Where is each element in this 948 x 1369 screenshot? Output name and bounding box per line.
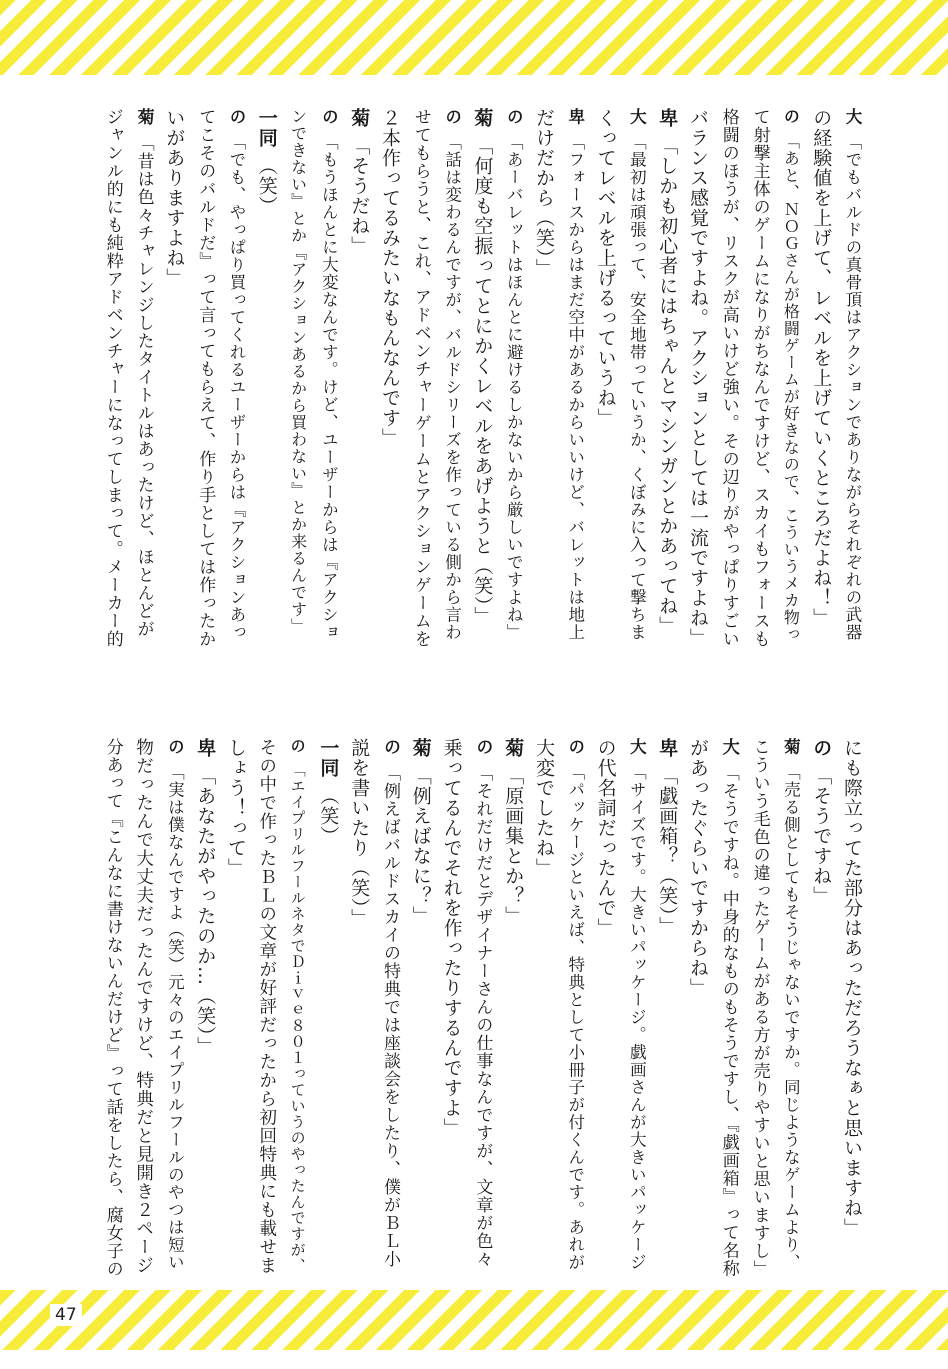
dialogue-text: の代名詞だったんで」: [594, 738, 617, 938]
dialogue-text: 「サイズです。大きいパッケージ。戯画さんが大きいパッケージ: [627, 763, 647, 1271]
dialogue-text: 「そうだね」: [348, 136, 371, 256]
speaker-label: 卑: [656, 108, 679, 128]
text-column: [158, 108, 190, 288]
text-column: [220, 108, 252, 641]
dialogue-text: せてもらうと、これ、アドベンチャーゲームとアクションゲームを: [410, 108, 431, 648]
text-column: [128, 108, 160, 638]
dialogue-text: 「あと、ＮＯＧさんが格闘ゲームが好きなので、こういうメカ物っ: [781, 133, 801, 643]
speaker-label: の: [319, 108, 339, 126]
text-column: [374, 108, 406, 448]
text-column: [343, 738, 375, 929]
text-column: [651, 738, 683, 937]
dialogue-text: 「でもバルドの真骨頂はアクションでありながらそれぞれの武器: [843, 133, 862, 641]
text-column: [312, 738, 344, 846]
dialogue-text: 説を書いたり（笑）」: [348, 738, 371, 929]
dialogue-text: だけだから（笑）」: [533, 108, 555, 279]
dialogue-text: 「パッケージといえば、特典として小冊子が付くんです。あれが: [565, 763, 585, 1271]
speaker-label: 一同: [317, 738, 340, 778]
dialogue-text: 格闘のほうが、リスクが高いけど強い。その辺りがやっぱりすごい: [718, 108, 739, 648]
dialogue-text: の経験値を上げて、レベルを上げていくところだよね！」: [810, 108, 833, 628]
bottom-stripe-banner: [0, 1290, 948, 1350]
dialogue-text: （笑）: [317, 786, 340, 846]
text-column: [620, 108, 652, 641]
dialogue-text: ジャンル的にも純粋アドベンチャーになってしまって。メーカー的: [102, 108, 123, 648]
dialogue-text: ２本作ってるみたいなもんなんです」: [379, 108, 401, 448]
text-column: [220, 738, 252, 878]
dialogue-text: バランス感覚ですよね。アクションとしては一流ですよね」: [687, 108, 709, 648]
dialogue-text: 「昔は色々チャレンジしたタイトルはあったけど、ほとんどが: [133, 134, 154, 638]
dialogue-text: その中で作ったＢＬの文章が好評だったから初回特典にも載せま: [256, 738, 277, 1275]
text-column: [436, 108, 468, 641]
dialogue-text: てこそのバルドだ』って言ってもらえて、作り手としては作ったか: [195, 108, 216, 648]
dialogue-text: 「でも、やっぱり買ってくれるユーザーからは『アクションあっ: [227, 133, 246, 641]
text-column: [405, 108, 437, 648]
speaker-label: 菊: [502, 738, 525, 758]
speaker-label: 卑: [565, 108, 585, 126]
speaker-label: 大: [627, 108, 647, 126]
text-column: [189, 108, 221, 648]
text-column: [744, 108, 776, 648]
text-column: [682, 738, 714, 998]
text-column: [836, 108, 868, 641]
text-column: [559, 108, 591, 641]
text-column: [405, 738, 437, 926]
text-column: [528, 738, 560, 878]
dialogue-text: 「売る側としてもそうじゃないですか。同じようなゲームより、: [781, 763, 801, 1271]
speaker-label: 卑: [194, 738, 217, 758]
text-column: [620, 738, 652, 1271]
text-column: [282, 108, 314, 635]
text-column: [436, 738, 468, 1138]
dialogue-text: いがありますよね」: [163, 108, 186, 288]
speaker-label: 菊: [781, 738, 801, 756]
dialogue-text: 「あーバレットはほんとに避けるしかないから厳しいですよね」: [504, 133, 524, 641]
speaker-label: の: [442, 108, 462, 126]
dialogue-text: 乗ってるんでそれを作ったりするんですよ」: [440, 738, 463, 1138]
text-column: [466, 108, 498, 627]
speaker-label: 一同: [255, 108, 278, 148]
text-column: [97, 738, 129, 1278]
dialogue-text: 分あって『こんなに書けないんだけど』って話をしたら、腐女子の: [102, 738, 123, 1278]
speaker-label: の: [380, 738, 400, 756]
dialogue-text: こういう毛色の違ったゲームがある方が売りやすいと思いますし」: [749, 738, 770, 1278]
speaker-label: の: [565, 738, 585, 756]
text-column: [158, 738, 190, 1271]
speaker-label: の: [781, 108, 801, 125]
text-column: [713, 108, 745, 648]
text-column: [744, 738, 776, 1278]
speaker-label: の: [165, 738, 185, 756]
text-column: [343, 108, 375, 256]
speaker-label: 大: [843, 108, 862, 126]
dialogue-text: しょう！って」: [225, 738, 247, 878]
speaker-label: 菊: [133, 108, 154, 126]
speaker-label: の: [227, 108, 246, 126]
dialogue-text: 大変でしたね」: [533, 738, 555, 878]
dialogue-text: て射撃主体のゲームになりがちなんですけど、スカイもフォースも: [749, 108, 770, 648]
speaker-label: 卑: [656, 738, 679, 758]
text-column: [590, 738, 622, 938]
dialogue-text: 「話は変わるんですが、バルドシリーズを作っている側から言わ: [442, 133, 462, 641]
text-column: [559, 738, 591, 1271]
dialogue-text: 「しかも初心者にはちゃんとマシンガンとかあってね」: [656, 136, 679, 636]
text-column: [528, 108, 560, 279]
text-column: [97, 108, 129, 648]
top-stripe-banner: [0, 0, 948, 75]
text-column: [312, 108, 344, 641]
speaker-label: 菊: [409, 738, 432, 758]
speaker-label: 大: [718, 738, 739, 756]
text-column: [805, 108, 837, 628]
text-column: [713, 738, 745, 1278]
dialogue-text: にも際立ってた部分はあっただろうなぁと思いますね」: [841, 738, 863, 1238]
dialogue-text: 「エイプリルフールネタでＤｉｖｅ８０１っていうのやったんですが、: [288, 762, 307, 1274]
text-column: [251, 108, 283, 216]
dialogue-text: 物だったんで大丈夫だったんですけど、特典だと見開き２ページ: [133, 738, 154, 1275]
text-column: [282, 738, 314, 1274]
dialogue-text: 「それだけだとデザイナーさんの仕事なんですが、文章が色々: [472, 764, 493, 1268]
dialogue-text: 「例えばバルドスカイの特典では座談会をしたり、僕がＢＬ小: [380, 764, 400, 1268]
speaker-label: の: [472, 738, 493, 756]
speaker-label: の: [504, 108, 524, 126]
dialogue-text: 「何度も空振ってとにかくレベルをあげようと（笑）」: [471, 136, 494, 627]
dialogue-text: 「そうですね」: [810, 766, 833, 906]
dialogue-text: 「原画集とか？」: [502, 766, 525, 926]
text-column: [774, 738, 806, 1271]
speaker-label: 大: [627, 738, 647, 756]
text-column: [251, 738, 283, 1275]
dialogue-text: があったぐらいですからね」: [687, 738, 709, 998]
dialogue-text: 「そうですね。中身的なものもそうですし、『戯画箱』って名称: [718, 764, 739, 1278]
dialogue-text: 「例えばなに？」: [409, 766, 432, 926]
speaker-label: の: [810, 738, 833, 758]
speaker-label: 菊: [348, 108, 371, 128]
dialogue-text: 「最初は頑張って、安全地帯っていうか、くぼみに入って撃ちま: [627, 133, 647, 641]
text-column: [682, 108, 714, 648]
dialogue-text: 「実は僕なんですよ（笑）元々のエイプリルフールのやつは短い: [165, 763, 185, 1271]
text-column: [189, 738, 221, 1057]
dialogue-text: 「あなたがやったのか…（笑）」: [194, 766, 217, 1057]
speaker-label: 菊: [471, 108, 494, 128]
text-column: [836, 738, 868, 1238]
page-number: 47: [50, 1304, 82, 1326]
dialogue-text: （笑）: [255, 156, 278, 216]
text-column: [590, 108, 622, 428]
text-column: [497, 108, 529, 641]
speaker-label: の: [288, 738, 307, 754]
dialogue-text: 「フォースからはまだ空中があるからいいけど、バレットは地上: [565, 133, 585, 641]
dialogue-text: 「もうほんとに大変なんです。けど、ユーザーからは『アクショ: [319, 133, 339, 641]
text-column: [805, 738, 837, 906]
text-column: [128, 738, 160, 1275]
dialogue-text: ンできない』とか『アクションあるから買わない』とか来るんです」: [288, 108, 308, 635]
text-column: [774, 108, 806, 643]
dialogue-text: くってレベルを上げるっていうね」: [594, 108, 617, 428]
text-column: [651, 108, 683, 636]
dialogue-text: 「戯画箱？（笑）」: [656, 766, 679, 937]
text-column: [374, 738, 406, 1268]
text-column: [466, 738, 498, 1268]
text-column: [497, 738, 529, 926]
